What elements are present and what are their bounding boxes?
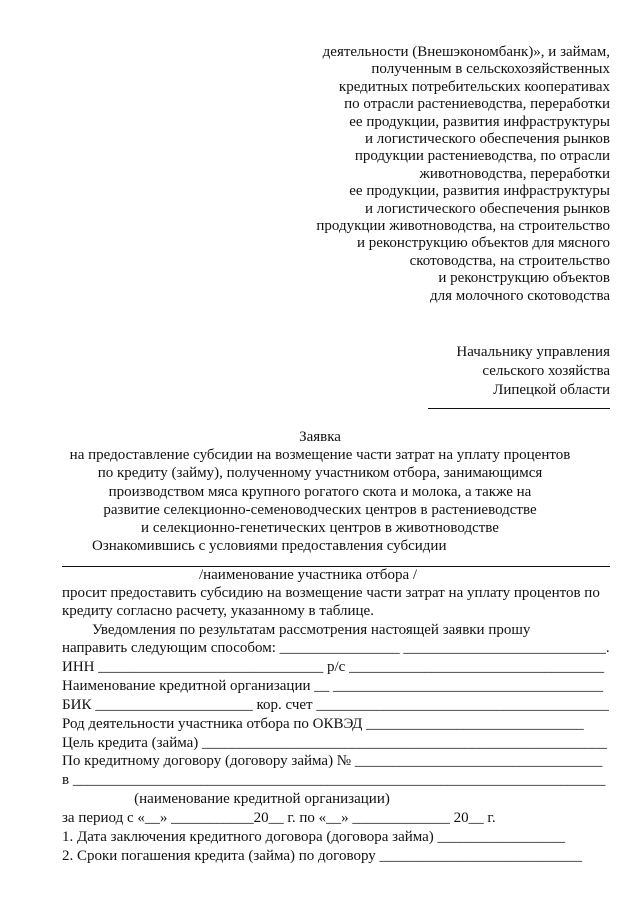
addressee-line: Начальнику управления <box>456 344 610 360</box>
loan-agreement-field[interactable]: По кредитному договору (договору займа) № _________________________________ <box>62 753 603 769</box>
header-line: скотоводства, на строительство <box>409 252 610 269</box>
request-line: просит предоставить субсидию на возмещение части затрат на уплату процентов по <box>62 585 600 601</box>
request-paragraph <box>62 584 610 620</box>
header-line: животноводства, переработки <box>419 165 610 182</box>
agreement-date-field[interactable]: 1. Дата заключения кредитного договора (договора займа) _________________ <box>62 829 566 845</box>
inn-field[interactable]: ИНН ______________________________ р/с __________________________________ <box>62 659 605 675</box>
header-line: и реконструкцию объектов <box>438 270 610 287</box>
header-line: и реконструкцию объектов для мясного <box>356 235 610 252</box>
intro-text: Ознакомившись с условиями предоставления субсидии <box>92 538 447 554</box>
loan-purpose-field[interactable]: Цель кредита (займа) ______________________________________________________ <box>62 735 608 751</box>
document-title <box>60 428 580 537</box>
header-line: ее продукции, развития инфраструктуры <box>349 183 610 200</box>
header-line: для молочного скотоводства <box>429 287 610 304</box>
okved-field[interactable]: Род деятельности участника отбора по ОКВЭД _____________________________ <box>62 716 584 732</box>
repayment-terms-field[interactable]: 2. Сроки погашения кредита (займа) по договору ___________________________ <box>62 848 582 864</box>
header-note <box>300 44 610 305</box>
bank-name-field[interactable]: Наименование кредитной организации __ ____________________________________ <box>62 678 603 694</box>
notice-line: Уведомления по результатам рассмотрения настоящей заявки прошу <box>92 622 531 638</box>
header-line: продукции растениеводства, по отрасли <box>354 148 610 165</box>
addressee-line: сельского хозяйства <box>482 363 610 379</box>
participant-caption: /наименование участника отбора / <box>198 567 418 583</box>
header-line: и логистического обеспечения рынков <box>364 131 610 148</box>
header-line: деятельности (Внешэкономбанк)», и займам, <box>322 44 610 60</box>
addressee-signature-line <box>428 408 610 409</box>
title-line: и селекционно-генетических центров в животноводстве <box>141 520 499 537</box>
bank-caption: (наименование кредитной организации) <box>134 791 390 807</box>
header-line: полученным в сельскохозяйственных <box>371 61 610 78</box>
addressee-line: Липецкой области <box>493 382 610 398</box>
period-field[interactable]: за период с «__» ___________20__ г. по «__» _____________ 20__ г. <box>62 810 496 826</box>
bank-field[interactable]: в _______________________________________________________________________ <box>62 772 606 788</box>
title-line: производством мяса крупного рогатого скота и молока, а также на <box>108 483 532 500</box>
title-line: по кредиту (займу), полученному участником отбора, занимающимся <box>97 465 543 482</box>
header-line: по отрасли растениеводства, переработки <box>344 96 610 113</box>
notice-paragraph <box>92 621 610 639</box>
header-line: и логистического обеспечения рынков <box>364 200 610 217</box>
title-line: на предоставление субсидии на возмещение части затрат на уплату процентов <box>69 447 571 464</box>
title-line: развитие селекционно-семеноводческих центров в растениеводстве <box>103 501 537 518</box>
header-line: продукции животноводства, на строительство <box>316 218 610 235</box>
bik-field[interactable]: БИК _____________________ кор. счет _______________________________________ <box>62 697 609 713</box>
title-heading: Заявка <box>299 429 341 445</box>
request-line: кредиту согласно расчету, указанному в таблице. <box>62 603 374 620</box>
header-line: ее продукции, развития инфраструктуры <box>349 113 610 130</box>
header-line: кредитных потребительских кооперативах <box>338 78 610 95</box>
delivery-method-field[interactable]: направить следующим способом: ________________ ___________________________. <box>62 640 610 656</box>
addressee-block <box>380 343 610 400</box>
